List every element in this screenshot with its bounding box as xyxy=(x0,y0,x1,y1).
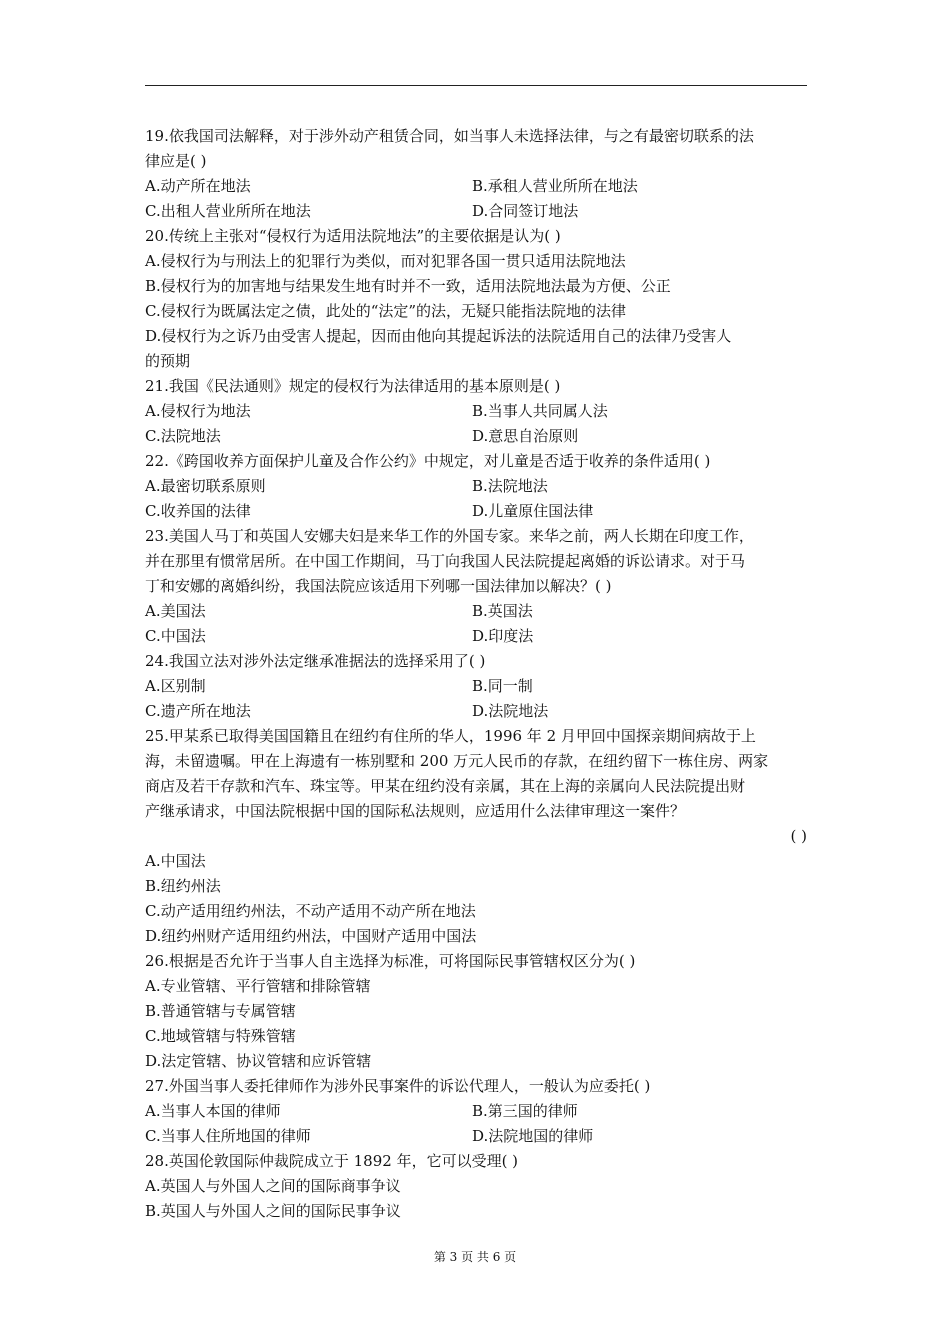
option-a: A.侵权行为地法 xyxy=(145,402,251,420)
option-d: D.法院地法 xyxy=(472,702,549,720)
question-26-stem: 26.根据是否允许于当事人自主选择为标准，可将国际民事管辖权区分为( ) xyxy=(145,952,636,970)
option-c: C.侵权行为既属法定之债，此处的“法定”的法，无疑只能指法院地的法律 xyxy=(145,302,627,320)
question-27-options-cd xyxy=(145,1124,807,1149)
option-a: A.当事人本国的律师 xyxy=(145,1102,281,1120)
question-25-stem-cont: 产继承请求，中国法院根据中国的国际私法规则，应适用什么法律审理这一案件？ xyxy=(145,802,686,820)
option-a: A.侵权行为与刑法上的犯罪行为类似，而对犯罪各国一贯只适用法院地法 xyxy=(145,252,626,270)
question-25-stem-cont: 海，未留遗嘱。甲在上海遗有一栋别墅和 200 万元人民币的存款，在纽约留下一栋住房、两家 xyxy=(145,752,769,770)
option-a: A.专业管辖、平行管辖和排除管辖 xyxy=(145,977,371,995)
question-21-options-ab xyxy=(145,399,807,424)
question-23-stem: 23.美国人马丁和英国人安娜夫妇是来华工作的外国专家。来华之前，两人长期在印度工作， xyxy=(145,527,754,545)
question-24-options-cd xyxy=(145,699,807,724)
question-25-stem-cont: 商店及若干存款和汽车、珠宝等。甲某在纽约没有亲属，其在上海的亲属向人民法院提出财 xyxy=(145,777,746,795)
question-19-stem-cont: 律应是( ) xyxy=(145,152,207,170)
question-25-stem: 25.甲某系已取得美国国籍且在纽约有住所的华人，1996 年 2 月甲回中国探亲期间病故于上 xyxy=(145,727,756,745)
option-d: D.儿童原住国法律 xyxy=(472,502,594,520)
option-b: B.普通管辖与专属管辖 xyxy=(145,1002,296,1020)
option-b: B.承租人营业所所在地法 xyxy=(472,177,638,195)
option-a: A.美国法 xyxy=(145,602,206,620)
question-19-options-cd xyxy=(145,199,807,224)
option-d: D.意思自治原则 xyxy=(472,427,579,445)
option-a: A.动产所在地法 xyxy=(145,177,251,195)
question-20-stem: 20.传统上主张对“侵权行为适用法院地法”的主要依据是认为( ) xyxy=(145,227,561,245)
option-c: C.当事人住所地国的律师 xyxy=(145,1127,311,1145)
page-number: 第 3 页 共 6 页 xyxy=(433,1250,517,1264)
question-24-stem: 24.我国立法对涉外法定继承准据法的选择采用了( ) xyxy=(145,652,486,670)
question-22-options-cd xyxy=(145,499,807,524)
option-c: C.地域管辖与特殊管辖 xyxy=(145,1027,296,1045)
question-27-options-ab xyxy=(145,1099,807,1124)
option-b: B.同一制 xyxy=(472,677,533,695)
question-19-stem: 19.依我国司法解释，对于涉外动产租赁合同，如当事人未选择法律，与之有最密切联系的法 xyxy=(145,127,754,145)
option-a: A.区别制 xyxy=(145,677,206,695)
option-c: C.出租人营业所所在地法 xyxy=(145,202,311,220)
option-a: A.最密切联系原则 xyxy=(145,477,266,495)
option-b: B.侵权行为的加害地与结果发生地有时并不一致，适用法院地法最为方便、公正 xyxy=(145,277,671,295)
question-23-options-cd xyxy=(145,624,807,649)
option-c: C.法院地法 xyxy=(145,427,221,445)
question-21-options-cd xyxy=(145,424,807,449)
option-d-cont: 的预期 xyxy=(145,352,191,370)
option-d: D.侵权行为之诉乃由受害人提起，因而由他向其提起诉法的法院适用自己的法律乃受害人 xyxy=(145,327,732,345)
question-27-stem: 27.外国当事人委托律师作为涉外民事案件的诉讼代理人，一般认为应委托( ) xyxy=(145,1077,651,1095)
question-19-options-ab xyxy=(145,174,807,199)
option-b: B.法院地法 xyxy=(472,477,548,495)
option-d: D.法定管辖、协议管辖和应诉管辖 xyxy=(145,1052,372,1070)
header-rule xyxy=(145,85,807,86)
option-d: D.法院地国的律师 xyxy=(472,1127,594,1145)
answer-blank: ( ) xyxy=(790,827,807,845)
question-23-stem-cont: 丁和安娜的离婚纠纷，我国法院应该适用下列哪一国法律加以解决？( ) xyxy=(145,577,612,595)
option-c: C.遗产所在地法 xyxy=(145,702,251,720)
option-d: D.合同签订地法 xyxy=(472,202,579,220)
option-a: A.中国法 xyxy=(145,852,206,870)
option-d: D.印度法 xyxy=(472,627,534,645)
question-24-options-ab xyxy=(145,674,807,699)
option-b: B.英国法 xyxy=(472,602,533,620)
option-c: C.中国法 xyxy=(145,627,206,645)
question-23-options-ab xyxy=(145,599,807,624)
option-b: B.纽约州法 xyxy=(145,877,221,895)
option-c: C.动产适用纽约州法，不动产适用不动产所在地法 xyxy=(145,902,476,920)
page-content xyxy=(145,124,807,1224)
option-b: B.英国人与外国人之间的国际民事争议 xyxy=(145,1202,401,1220)
question-23-stem-cont: 并在那里有惯常居所。在中国工作期间，马丁向我国人民法院提起离婚的诉讼请求。对于马 xyxy=(145,552,746,570)
option-a: A.英国人与外国人之间的国际商事争议 xyxy=(145,1177,401,1195)
option-c: C.收养国的法律 xyxy=(145,502,251,520)
option-d: D.纽约州财产适用纽约州法，中国财产适用中国法 xyxy=(145,927,477,945)
question-21-stem: 21.我国《民法通则》规定的侵权行为法律适用的基本原则是( ) xyxy=(145,377,561,395)
question-22-options-ab xyxy=(145,474,807,499)
question-22-stem: 22.《跨国收养方面保护儿童及合作公约》中规定，对儿童是否适于收养的条件适用( ) xyxy=(145,452,711,470)
option-b: B.第三国的律师 xyxy=(472,1102,578,1120)
option-b: B.当事人共同属人法 xyxy=(472,402,608,420)
question-28-stem: 28.英国伦敦国际仲裁院成立于 1892 年，它可以受理( ) xyxy=(145,1152,519,1170)
